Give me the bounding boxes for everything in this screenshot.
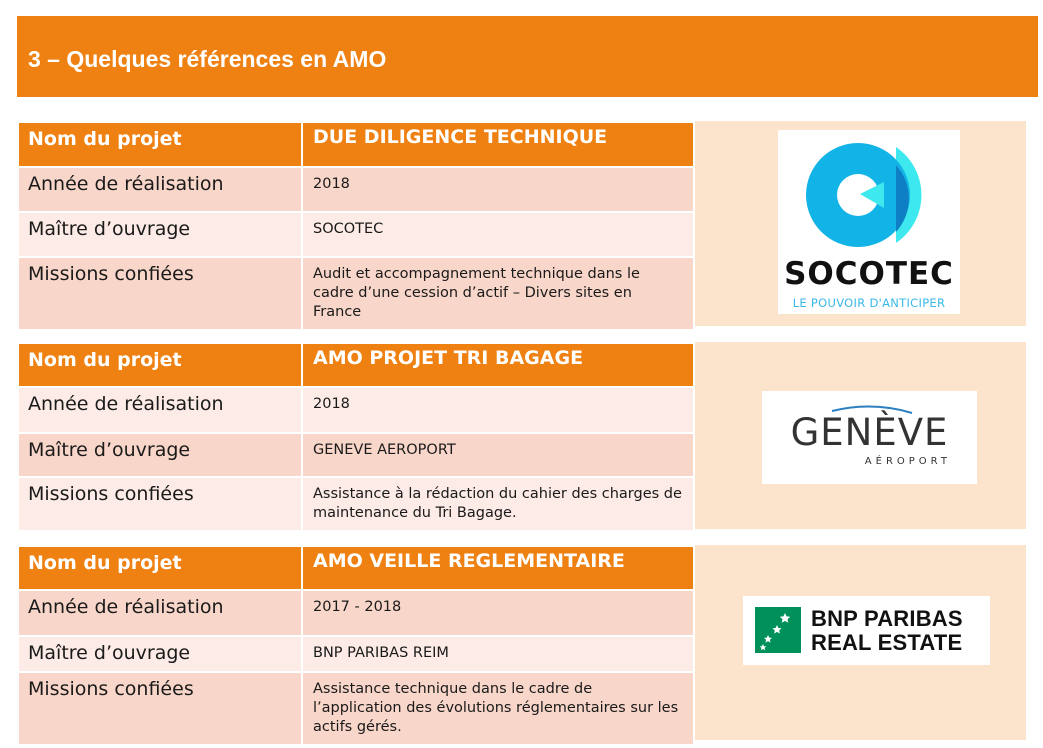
project-name-label: Nom du projet (18, 546, 302, 590)
project-table (17, 121, 695, 331)
project-name-label: Nom du projet (18, 343, 302, 387)
year-value: 2018 (302, 167, 694, 212)
bnp-logo (743, 596, 990, 665)
socotec-wordmark: SOCOTEC (784, 256, 954, 292)
missions-label: Missions confiées (18, 257, 302, 330)
year-label: Année de réalisation (18, 167, 302, 212)
missions-label: Missions confiées (18, 477, 302, 531)
project-table (17, 342, 695, 532)
year-label: Année de réalisation (18, 590, 302, 636)
year-label: Année de réalisation (18, 387, 302, 433)
missions-label: Missions confiées (18, 672, 302, 745)
missions-value: Assistance à la rédaction du cahier des charges de maintenance du Tri Bagage. (302, 477, 694, 531)
owner-label: Maître d’ouvrage (18, 212, 302, 257)
geneve-logo (762, 391, 977, 484)
owner-label: Maître d’ouvrage (18, 433, 302, 477)
owner-value: BNP PARIBAS REIM (302, 636, 694, 672)
missions-value: Audit et accompagnement technique dans le cadre d’une cession d’actif – Divers sites en France (302, 257, 694, 330)
bnp-stars-icon (755, 607, 801, 653)
project-card-socotec (17, 121, 1026, 326)
project-name-value: AMO PROJET TRI BAGAGE (302, 343, 694, 387)
project-name-label: Nom du projet (18, 122, 302, 167)
project-card-geneve (17, 342, 1026, 529)
bnp-wordmark-line2: REAL ESTATE (811, 630, 963, 655)
bnp-wordmark-line1: BNP PARIBAS (811, 606, 963, 631)
project-card-bnp (17, 545, 1026, 740)
title-banner (17, 16, 1038, 97)
owner-value: GENEVE AEROPORT (302, 433, 694, 477)
project-name-value: DUE DILIGENCE TECHNIQUE (302, 122, 694, 167)
missions-value: Assistance technique dans le cadre de l’application des évolutions réglementaires sur les actifs gérés. (302, 672, 694, 745)
geneve-tagline: AÉROPORT (864, 456, 951, 467)
year-value: 2018 (302, 387, 694, 433)
project-name-value: AMO VEILLE REGLEMENTAIRE (302, 546, 694, 590)
page-title: 3 – Quelques références en AMO (28, 46, 387, 72)
project-table (17, 545, 695, 746)
owner-value: SOCOTEC (302, 212, 694, 257)
socotec-tagline: LE POUVOIR D'ANTICIPER (792, 296, 946, 310)
socotec-mark-icon (778, 130, 960, 270)
socotec-logo (778, 130, 960, 314)
owner-label: Maître d’ouvrage (18, 636, 302, 672)
geneve-wordmark: GENÈVE (790, 411, 949, 454)
year-value: 2017 - 2018 (302, 590, 694, 636)
